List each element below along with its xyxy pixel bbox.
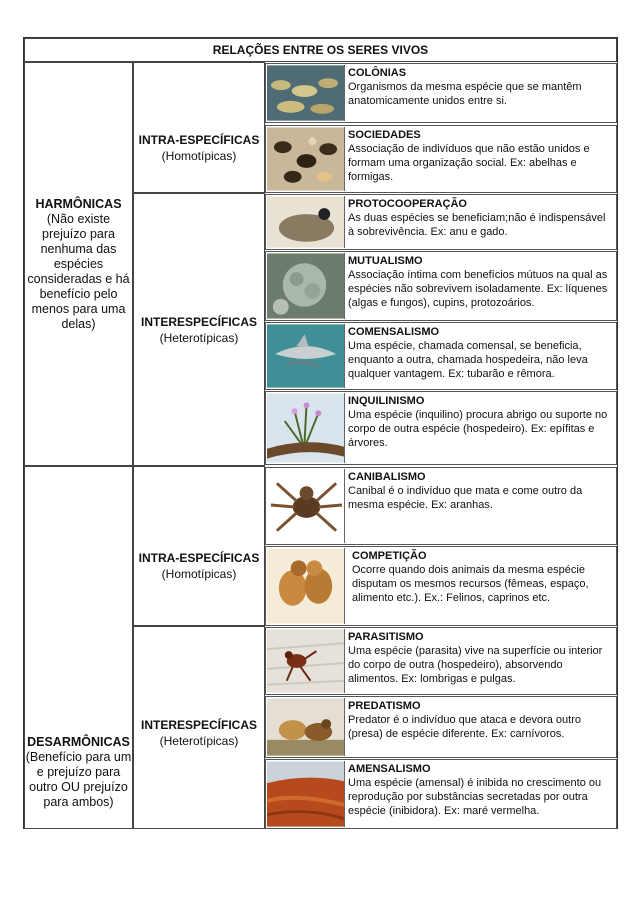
subgroup-intra-harmonicas (133, 62, 265, 193)
relation-row-competicao (265, 546, 617, 626)
relation-text: As duas espécies se beneficiam;não é indispensável à sobrevivência. Ex: anu e gado. (348, 212, 606, 238)
subgroup-name: INTERESPECÍFICAS (140, 717, 257, 732)
table-header (24, 38, 617, 62)
parasite-image (267, 629, 345, 693)
group-harmonicas (24, 62, 133, 466)
relation-text: Uma espécie (parasita) vive na superfície ou interior do corpo de outra (hospedeiro), absorvendo alimentos. Ex: lombrigas e pulgas. (348, 645, 603, 685)
relation-name: INQUILINISMO (348, 395, 425, 407)
colony-image (267, 65, 345, 121)
relation-row-comensalismo (265, 322, 617, 390)
subgroup-inter-desarmonicas (133, 626, 265, 829)
relation-name: COMPETIÇÃO (352, 550, 427, 562)
relation-name: COLÔNIAS (348, 67, 407, 79)
relation-text: Ocorre quando dois animais da mesma espécie disputam os mesmos recursos (fêmeas, espaço, alimento etc.). Ex.: Felinos, caprinos etc. (352, 564, 589, 604)
relation-row-amensalismo (265, 759, 617, 829)
relation-text: Uma espécie (inquilino) procura abrigo ou suporte no corpo de outra espécie (hospedeiro). Ex: epífitas e árvores. (348, 409, 608, 449)
group-desarmonicas (24, 466, 133, 829)
group-name: HARMÔNICAS (35, 196, 122, 211)
relation-row-protocooperacao (265, 194, 617, 250)
subgroup-name: INTERESPECÍFICAS (140, 314, 257, 329)
relation-text: Uma espécie, chamada comensal, se beneficia, enquanto a outra, chamada hospedeira, não leva qualquer vantagem. Ex: tubarão e rêmora. (348, 340, 588, 380)
subgroup-name: INTRA-ESPECÍFICAS (138, 551, 260, 565)
subgroup-description: (Homotípicas) (161, 148, 237, 163)
subgroup-description: (Heterotípicas) (159, 733, 239, 748)
epiphyte-image (267, 393, 345, 463)
lions-fighting-image (267, 548, 345, 624)
subgroup-description: (Homotípicas) (161, 567, 237, 581)
lichen-image (267, 253, 345, 319)
group-description: (Benefício para um e prejuízo para outro OU prejuízo para ambos) (25, 750, 132, 809)
relation-name: PREDATISMO (348, 700, 421, 712)
shark-remora-image (267, 324, 345, 388)
relation-name: MUTUALISMO (348, 255, 423, 267)
predator-image (267, 698, 345, 756)
relation-name: COMENSALISMO (348, 326, 440, 338)
subgroup-inter-harmonicas (133, 193, 265, 466)
relation-name: PARASITISMO (348, 631, 424, 643)
relation-row-parasitismo (265, 627, 617, 695)
anu-cattle-image (267, 196, 345, 248)
relation-name: CANIBALISMO (348, 471, 426, 483)
relation-text: Uma espécie (amensal) é inibida no crescimento ou reprodução por substâncias secretadas por outra espécie (inibidora). Ex: maré vermelha. (348, 777, 602, 817)
relation-row-mutualismo (265, 251, 617, 321)
spider-image (267, 469, 345, 543)
subgroup-intra-desarmonicas (133, 466, 265, 626)
bees-image (267, 127, 345, 191)
relation-text: Associação de indivíduos que não estão unidos e formam uma organização social. Ex: abelhas e formigas. (348, 143, 590, 183)
relation-name: PROTOCOOPERAÇÃO (348, 198, 467, 210)
relation-text: Associação íntima com benefícios mútuos na qual as espécies não sobrevivem isoladamente. Ex: líquenes (algas e fungos), cupins, protozoários. (348, 269, 608, 309)
relation-text: Organismos da mesma espécie que se mantêm anatomicamente unidos entre si. (348, 81, 582, 107)
relation-row-sociedades (265, 125, 617, 193)
subgroup-description: (Heterotípicas) (159, 330, 239, 345)
relation-text: Canibal é o indivíduo que mata e come outro da mesma espécie. Ex: aranhas. (348, 485, 583, 511)
relation-name: SOCIEDADES (348, 129, 421, 141)
relation-row-inquilinismo (265, 391, 617, 465)
relation-text: Predator é o indivíduo que ataca e devora outro (presa) de espécie diferente. Ex: carnívoros. (348, 714, 581, 740)
relation-row-predatismo (265, 696, 617, 758)
group-name: DESARMÔNICAS (27, 735, 130, 749)
relation-name: AMENSALISMO (348, 763, 431, 775)
page-title: RELAÇÕES ENTRE OS SERES VIVOS (212, 43, 429, 57)
relation-row-canibalismo (265, 467, 617, 545)
group-description: (Não existe prejuízo para nenhuma das espécies consideradas e há benefício pelo menos para uma delas) (27, 211, 130, 331)
subgroup-name: INTRA-ESPECÍFICAS (138, 132, 260, 147)
relations-table (23, 37, 618, 829)
relation-row-colonias (265, 63, 617, 123)
red-tide-image (267, 761, 345, 827)
